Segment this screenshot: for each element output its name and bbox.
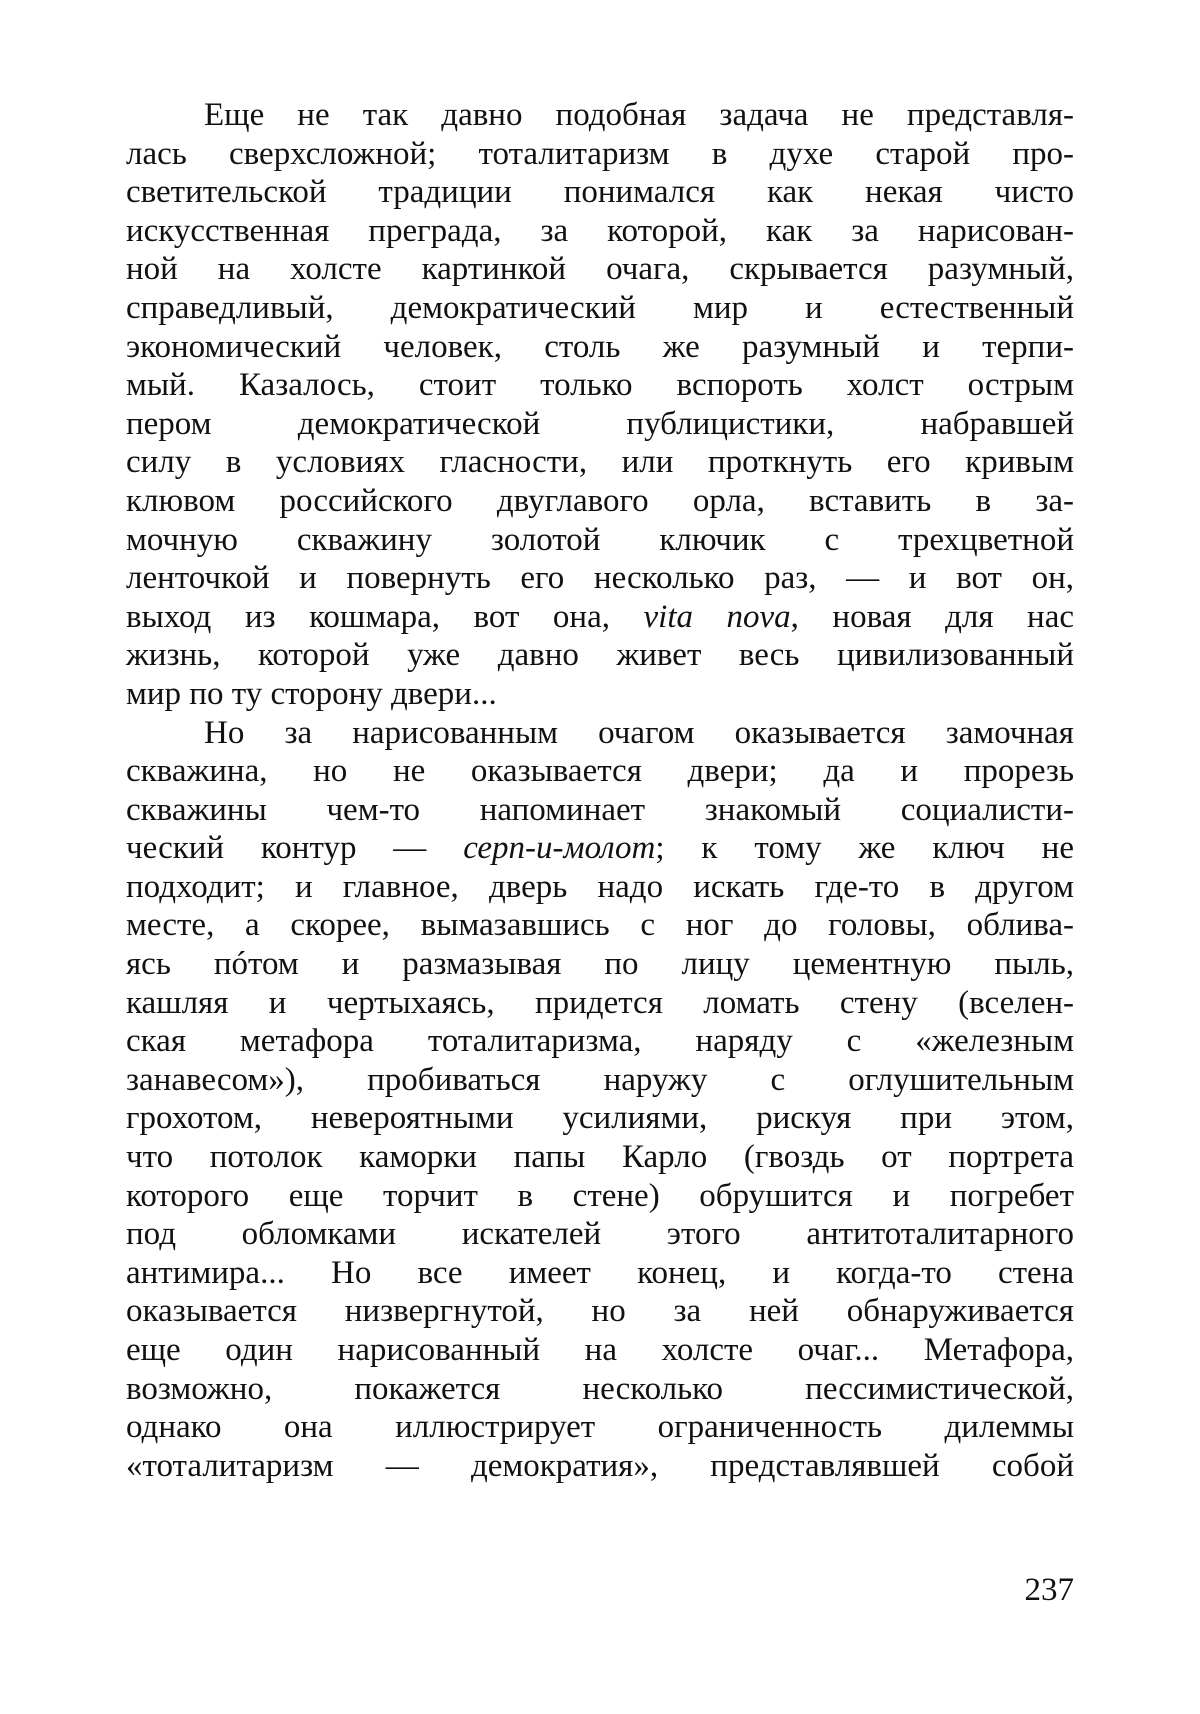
text-line — [126, 1215, 1074, 1254]
text-line — [126, 289, 1074, 328]
text-run: ясь пóтом и размазывая по лицу цементную пыль, — [126, 946, 1074, 983]
text-run: грохотом, невероятными усилиями, рискуя при этом, — [126, 1100, 1074, 1137]
text-line — [126, 945, 1074, 984]
text-run: ; к тому же ключ не — [655, 830, 1074, 867]
text-run: скважина, но не оказывается двери; да и прорезь — [126, 753, 1074, 790]
text-run: лась сверхсложной; тоталитаризм в духе старой про- — [126, 135, 1074, 172]
text-run: «тоталитаризм — демократия», представлявшей собой — [126, 1447, 1074, 1484]
text-run: которого еще торчит в стене) обрушится и погребет — [126, 1177, 1074, 1214]
text-line — [126, 791, 1074, 830]
text-run: ной на холсте картинкой очага, скрывается разумный, — [126, 251, 1074, 288]
text-run: клювом российского двуглавого орла, вставить в за- — [126, 482, 1074, 519]
text-run: кашляя и чертыхаясь, придется ломать стену (вселен- — [126, 984, 1074, 1021]
text-line — [126, 868, 1074, 907]
text-run: искусственная преграда, за которой, как за нарисован- — [126, 212, 1074, 249]
text-line — [126, 675, 1074, 714]
text-run: силу в условиях гласности, или проткнуть его кривым — [126, 444, 1074, 481]
text-line — [126, 752, 1074, 791]
text-run: Еще не так давно подобная задача не представля- — [204, 97, 1074, 133]
text-line — [126, 1370, 1074, 1409]
text-run: под обломками искателей этого антитоталитарного — [126, 1216, 1074, 1253]
text-line — [126, 1331, 1074, 1370]
text-line — [126, 521, 1074, 560]
text-run: жизнь, которой уже давно живет весь цивилизованный — [126, 637, 1074, 674]
text-line — [126, 1022, 1074, 1061]
text-line — [126, 328, 1074, 367]
text-line — [126, 1408, 1074, 1447]
text-line — [126, 96, 1074, 135]
text-run: мир по ту сторону двери... — [126, 675, 497, 712]
text-line — [126, 984, 1074, 1023]
text-run: подходит; и главное, дверь надо искать где-то в другом — [126, 868, 1074, 905]
text-line — [126, 405, 1074, 444]
text-line — [126, 906, 1074, 945]
text-run: антимира... Но все имеет конец, и когда-то стена — [126, 1254, 1074, 1291]
text-run: скважины чем-то напоминает знакомый социалисти- — [126, 791, 1074, 828]
page-number: 237 — [1024, 1572, 1074, 1608]
text-run: выход из кошмара, вот она, — [126, 598, 644, 635]
italic-phrase: vita nova — [643, 598, 791, 635]
text-run: ская метафора тоталитаризма, наряду с «железным — [126, 1023, 1074, 1060]
text-run: мый. Казалось, стоит только вспороть холст острым — [126, 367, 1074, 404]
text-run: ческий контур — — [126, 830, 464, 867]
text-line — [126, 1254, 1074, 1293]
text-run: мочную скважину золотой ключик с трехцветной — [126, 521, 1074, 558]
text-run: светительской традиции понимался как некая чисто — [126, 174, 1074, 211]
text-run: занавесом»), пробиваться наружу с оглушительным — [126, 1061, 1074, 1098]
text-line — [126, 1292, 1074, 1331]
text-line — [126, 598, 1074, 637]
text-line — [126, 1061, 1074, 1100]
text-line — [126, 636, 1074, 675]
text-run: Но за нарисованным очагом оказывается замочная — [204, 714, 1074, 751]
text-line — [126, 1447, 1074, 1486]
italic-phrase: серп-и-молот — [463, 830, 656, 867]
text-line — [126, 212, 1074, 251]
text-line — [126, 1099, 1074, 1138]
text-line — [126, 482, 1074, 521]
text-line — [126, 1138, 1074, 1177]
text-line — [126, 135, 1074, 174]
text-line — [126, 173, 1074, 212]
text-run: , новая для нас — [790, 598, 1074, 635]
text-run: еще один нарисованный на холсте очаг... Метафора, — [126, 1332, 1074, 1368]
text-line — [126, 366, 1074, 405]
text-line — [126, 250, 1074, 289]
text-line — [126, 714, 1074, 753]
text-run: что потолок каморки папы Карло (гвоздь от портрета — [126, 1139, 1074, 1176]
text-run: месте, а скорее, вымазавшись с ног до головы, облива- — [126, 907, 1074, 944]
text-run: оказывается низвергнутой, но за ней обнаруживается — [126, 1293, 1074, 1330]
text-line — [126, 443, 1074, 482]
text-run: возможно, покажется несколько пессимистической, — [126, 1370, 1074, 1407]
text-line — [126, 559, 1074, 598]
text-line — [126, 829, 1074, 868]
text-run: справедливый, демократический мир и естественный — [126, 289, 1074, 326]
paragraph — [126, 96, 1074, 714]
body-text — [126, 96, 1074, 1485]
text-run: однако она иллюстрирует ограниченность дилеммы — [126, 1409, 1074, 1446]
text-run: пером демократической публицистики, набравшей — [126, 405, 1074, 442]
text-run: ленточкой и повернуть его несколько раз, — и вот он, — [126, 560, 1074, 597]
text-line — [126, 1177, 1074, 1216]
paragraph — [126, 714, 1074, 1486]
text-run: экономический человек, столь же разумный и терпи- — [126, 328, 1074, 365]
